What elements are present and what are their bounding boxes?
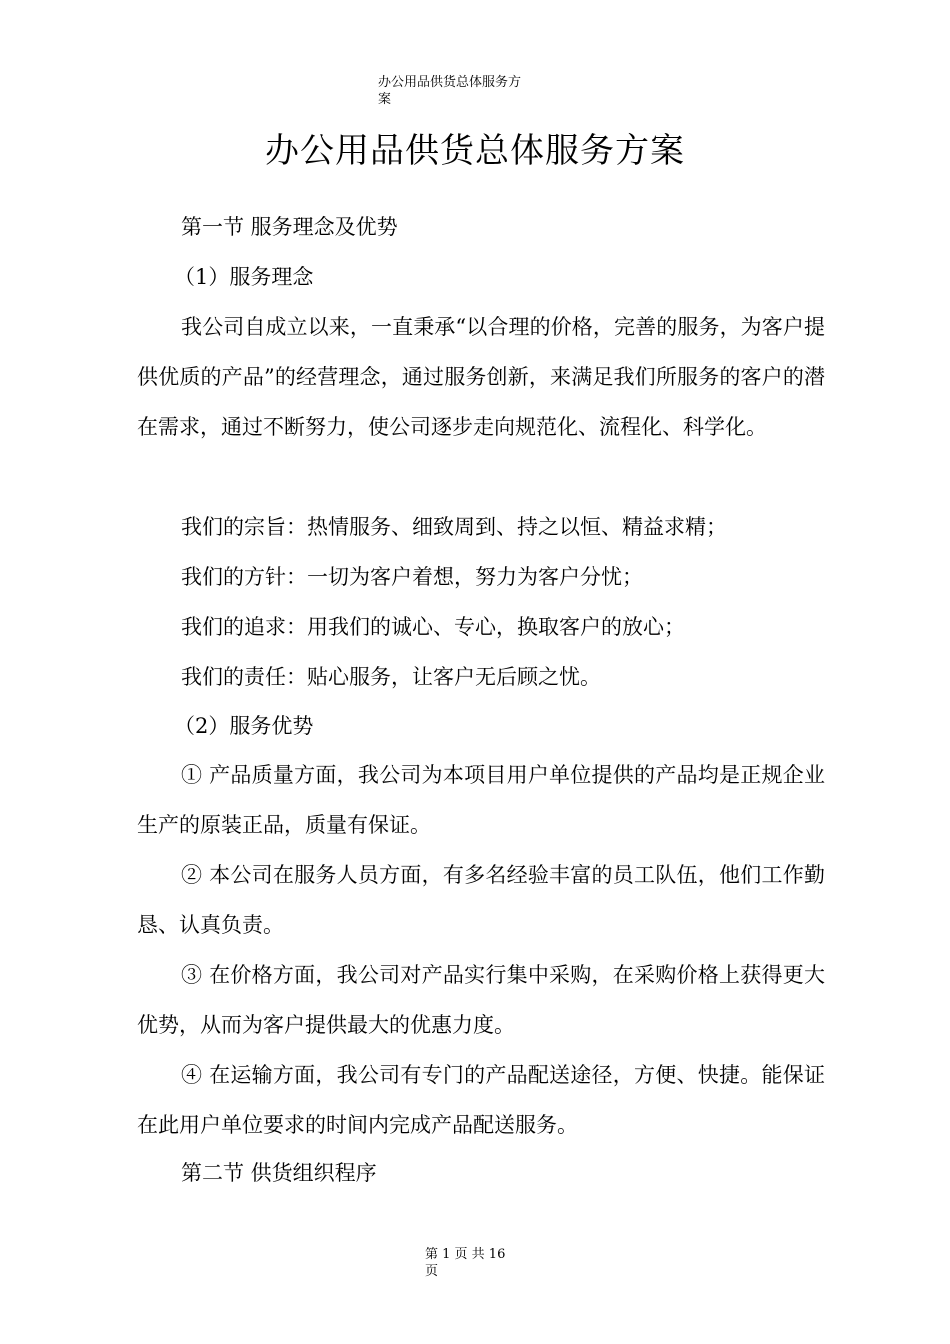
footer-page-unit: 页: [425, 1264, 439, 1279]
advantage-item-4: ④ 在运输方面，我公司有专门的产品配送途径，方便、快捷。能保证在此用户单位要求的时间内完成产品配送服务。: [137, 1063, 825, 1137]
page-footer: [425, 1246, 535, 1280]
footer-page-count: 第 1 页 共 16: [425, 1247, 506, 1262]
pursuit-line: 我们的追求：用我们的诚心、专心，换取客户的放心；: [181, 615, 685, 639]
section-2-heading: 第二节 供货组织程序: [181, 1161, 377, 1185]
document-title: 办公用品供货总体服务方案: [265, 131, 685, 171]
tenet-line: 我们的宗旨：热情服务、细致周到、持之以恒、精益求精；: [181, 515, 727, 539]
advantage-item-1: ① 产品质量方面，我公司为本项目用户单位提供的产品均是正规企业生产的原装正品，质量有保证。: [137, 763, 825, 837]
advantage-item-2: ② 本公司在服务人员方面，有多名经验丰富的员工队伍，他们工作勤恳、认真负责。: [137, 863, 825, 937]
policy-line: 我们的方针：一切为客户着想，努力为客户分忧；: [181, 565, 643, 589]
section-1-heading: 第一节 服务理念及优势: [181, 215, 398, 239]
subsection-service-advantage: （2）服务优势: [174, 714, 314, 738]
header-line-2: 案: [378, 92, 392, 107]
subsection-service-concept: （1）服务理念: [174, 265, 314, 289]
advantage-item-3: ③ 在价格方面，我公司对产品实行集中采购，在采购价格上获得更大优势，从而为客户提供最大的优惠力度。: [137, 963, 825, 1037]
header-line-1: 办公用品供货总体服务方: [378, 75, 522, 90]
page-header: [378, 74, 548, 108]
duty-line: 我们的责任：贴心服务，让客户无后顾之忧。: [181, 665, 601, 689]
paragraph-service-concept: 我公司自成立以来，一直秉承“以合理的价格，完善的服务，为客户提供优质的产品”的经营理念，通过服务创新，来满足我们所服务的客户的潜在需求，通过不断努力，使公司逐步走向规范化、流程化、科学化。: [137, 315, 825, 439]
